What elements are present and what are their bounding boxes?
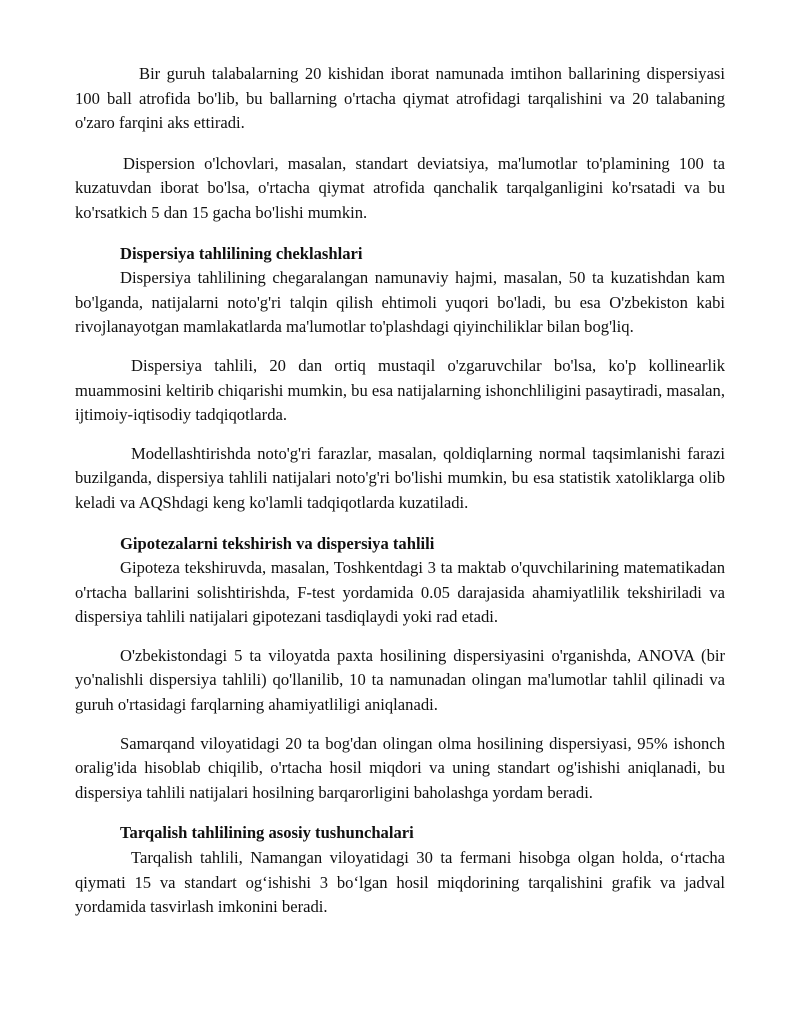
paragraph-limitations-sample-size: Dispersiya tahlilining chegaralangan namunaviy hajmi, masalan, 50 ta kuzatishdan kam bo'lganda, natijalarni noto'g'ri talqin qilish ehtimoli yuqori bo'ladi, bu esa O'zbekiston kabi rivojlanayotgan mamlakatlarda ma'lumotlar to'plashdagi qiyinchiliklar bilan bog'liq.: [75, 268, 725, 337]
paragraph-exam-dispersion: Bir guruh talabalarning 20 kishidan iborat namunada imtihon ballarining dispersiyasi 100 ball atrofida bo'lib, bu ballarning o'rtacha qiymat atrofidagi tarqalishini va 20 talabaning o'zaro farqini aks ettiradi.: [75, 64, 725, 133]
heading-limitations: Dispersiya tahlilining cheklashlari: [120, 243, 363, 263]
paragraph-limitations-assumptions: Modellashtirishda noto'g'ri farazlar, masalan, qoldiqlarning normal taqsimlanishi farazi buzilganda, dispersiya tahlili natijalari noto'g'ri bo'lishi mumkin, bu esa statistik xatoliklarga olib keladi va AQShdagi keng ko'lamli tadqiqotlarda kuzatiladi.: [75, 443, 725, 512]
paragraph-standard-deviation: Dispersion o'lchovlari, masalan, standart deviatsiya, ma'lumotlar to'plamining 100 ta kuzatuvdan iborat bo'lsa, o'rtacha qiymat atrofida qanchalik tarqalganligini ko'rsatadi va bu ko'rsatkich 5 dan 15 gacha bo'lishi mumkin.: [75, 153, 725, 222]
paragraph-hypothesis-anova: O'zbekistondagi 5 ta viloyatda paxta hosilining dispersiyasini o'rganishda, ANOVA (bir yo'nalishli dispersiya tahlili) qo'llanilib, 10 ta namunadan olingan ma'lumotlar tahlil qilinadi va guruh o'rtasidagi farqlarning ahamiyatliligi aniqlanadi.: [75, 645, 725, 715]
paragraph-spread-namangan: Tarqalish tahlili, Namangan viloyatidagi 30 ta fermani hisobga olgan holda, oʻrtacha qiymati 15 va standart ogʻishishi 3 boʻlgan hosil miqdorining tarqalishini grafik va jadval yordamida tasvirlash imkonini beradi.: [75, 848, 725, 917]
heading-spread-analysis: Tarqalish tahlilining asosiy tushunchalari: [120, 823, 414, 843]
paragraph-hypothesis-samarqand: Samarqand viloyatidagi 20 ta bog'dan olingan olma hosilining dispersiyasi, 95% ishonch oralig'ida hisoblab chiqilib, o'rtacha hosil miqdori va uning standart og'ishishi aniqlanadi, bu dispersiya tahlili natijalari hosilning barqarorligini baholashga yordam beradi.: [75, 733, 725, 802]
paragraph-limitations-collinearity: Dispersiya tahlili, 20 dan ortiq mustaqil o'zgaruvchilar bo'lsa, ko'p kollinearlik muammosini keltirib chiqarishi mumkin, bu esa natijalarning ishonchliligini pasaytiradi, masalan, ijtimoiy-iqtisodiy tadqiqotlarda.: [75, 355, 725, 425]
paragraph-hypothesis-ftest: Gipoteza tekshiruvda, masalan, Toshkentdagi 3 ta maktab o'quvchilarining matematikadan o'rtacha ballarini solishtirishda, F-test yordamida 0.05 darajasida ahamiyatlilik tekshiriladi va dispersiya tahlili natijalari gipotezani tasdiqlaydi yoki rad etadi.: [75, 558, 725, 627]
document-page: [75, 62, 725, 920]
heading-hypothesis-testing: Gipotezalarni tekshirish va dispersiya tahlili: [120, 533, 435, 553]
